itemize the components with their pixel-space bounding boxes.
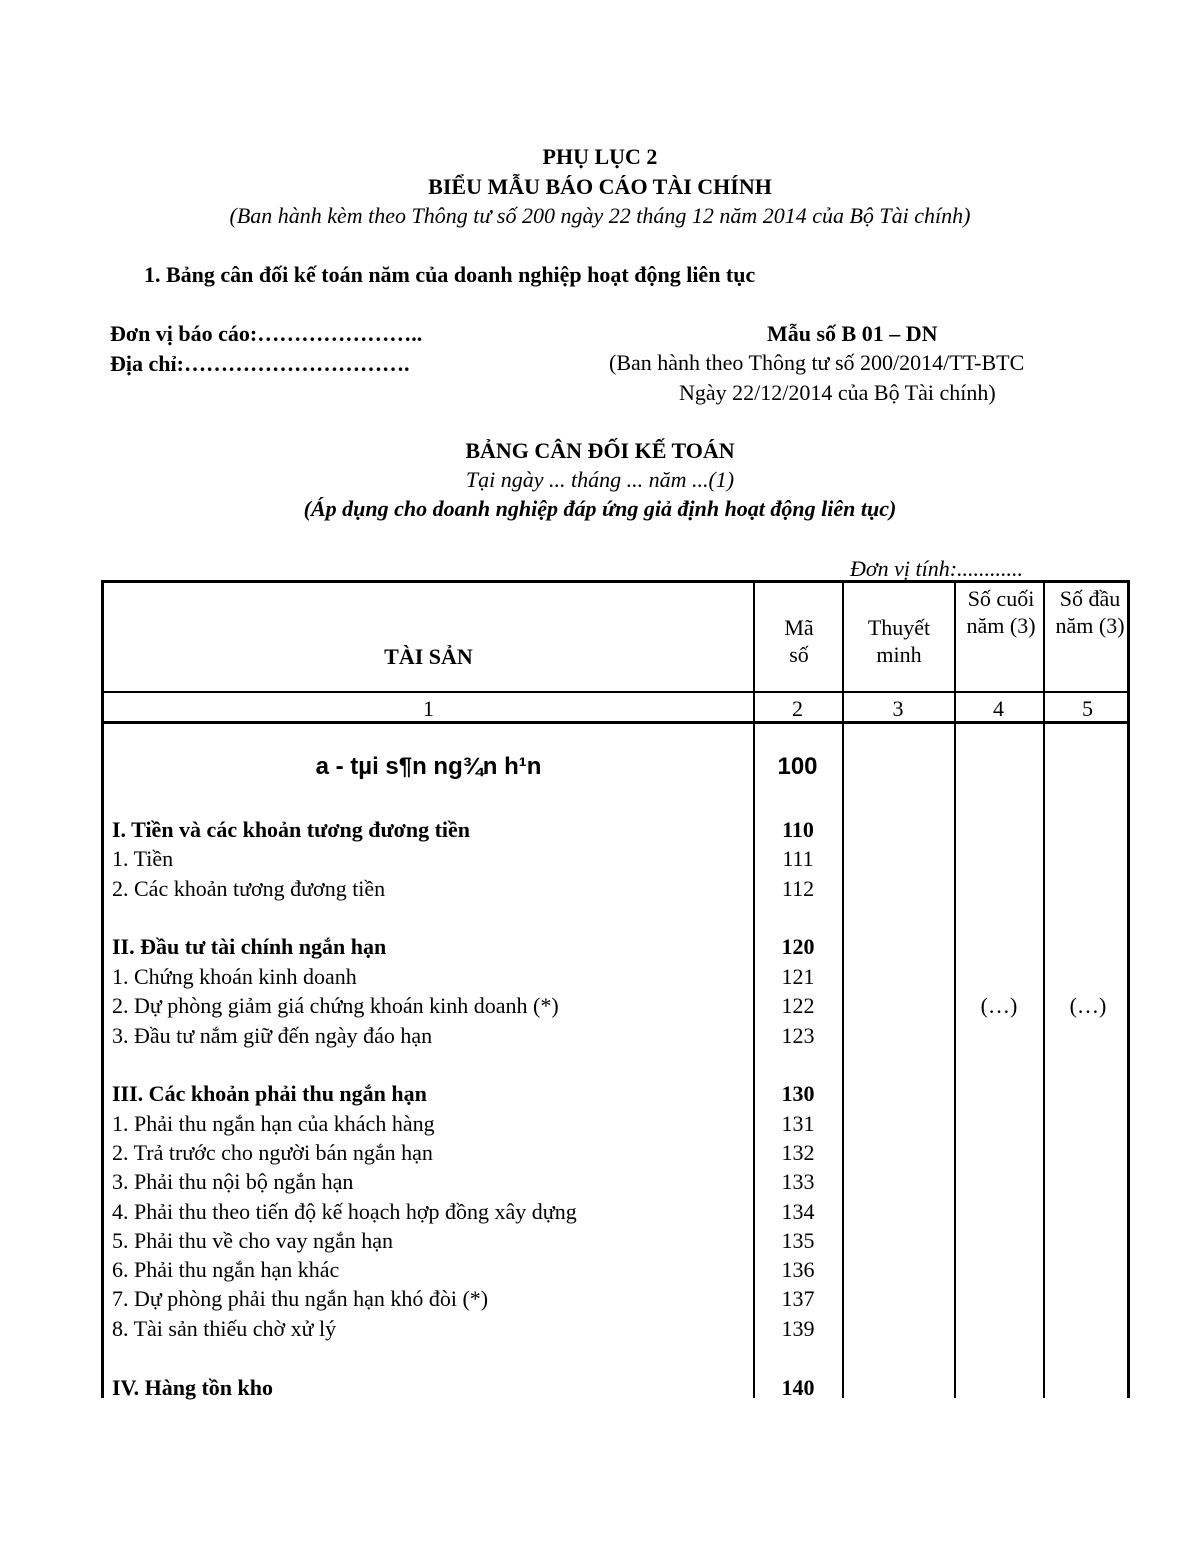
- row-code: 132: [781, 1140, 815, 1165]
- table-row: [104, 1226, 1133, 1255]
- row-code: 135: [781, 1228, 815, 1253]
- table-row: [104, 1314, 1133, 1343]
- section-a-code: 100: [777, 753, 818, 780]
- report-applies-note: (Áp dụng cho doanh nghiệp đáp ứng giả định hoạt động liên tục): [303, 496, 897, 521]
- table-row: [104, 962, 1133, 991]
- row-code: 122: [781, 993, 815, 1018]
- form-number: Mẫu số B 01 – DN: [767, 321, 938, 346]
- table-row: [104, 1197, 1133, 1226]
- table-row: [104, 1167, 1133, 1196]
- table-row: [104, 1021, 1133, 1050]
- column-number-4: 4: [993, 696, 1004, 721]
- document-title: BIỂU MẪU BÁO CÁO TÀI CHÍNH: [428, 174, 772, 199]
- table-row: [104, 1284, 1133, 1313]
- row-code: 139: [781, 1316, 815, 1341]
- table-row: [104, 815, 1133, 844]
- row-label: 1. Chứng khoán kinh doanh: [112, 964, 357, 989]
- table-row: [104, 1109, 1133, 1138]
- header-note: Thuyết minh: [867, 615, 931, 667]
- row-begin-year-value: (…): [1069, 993, 1107, 1018]
- table-row: [104, 1373, 1133, 1402]
- header-divider: [104, 691, 1127, 693]
- table-row: [104, 844, 1133, 873]
- row-label: 5. Phải thu về cho vay ngắn hạn: [112, 1228, 394, 1253]
- row-label: II. Đầu tư tài chính ngắn hạn: [112, 934, 387, 959]
- balance-sheet-table: [101, 580, 1130, 1398]
- row-label: 2. Các khoản tương đương tiền: [112, 876, 386, 901]
- row-label: 1. Phải thu ngắn hạn của khách hàng: [112, 1111, 435, 1136]
- row-label: IV. Hàng tồn kho: [112, 1375, 273, 1400]
- row-code: 120: [781, 934, 815, 959]
- table-row: [104, 1255, 1133, 1284]
- row-label: 2. Dự phòng giảm giá chứng khoán kinh doanh (*): [112, 993, 559, 1018]
- row-code: 130: [781, 1081, 815, 1106]
- form-issued-line-2: Ngày 22/12/2014 của Bộ Tài chính): [679, 380, 996, 405]
- header-assets: TÀI SẢN: [384, 644, 473, 669]
- row-label: 1. Tiền: [112, 846, 174, 871]
- table-row: [104, 1138, 1133, 1167]
- row-label: I. Tiền và các khoản tương đương tiền: [112, 817, 471, 842]
- issued-note: (Ban hành kèm theo Thông tư số 200 ngày 22 tháng 12 năm 2014 của Bộ Tài chính): [229, 203, 971, 228]
- header-begin-year: Số đầu năm (3): [1055, 586, 1125, 638]
- row-code: 137: [781, 1286, 815, 1311]
- currency-unit-label: Đơn vị tính:............: [850, 556, 1024, 581]
- row-label: 4. Phải thu theo tiến độ kế hoạch hợp đồng xây dựng: [112, 1199, 577, 1224]
- row-code: 140: [781, 1375, 815, 1400]
- row-code: 112: [781, 876, 815, 901]
- appendix-title: PHỤ LỤC 2: [542, 144, 658, 169]
- table-row: [104, 874, 1133, 903]
- column-number-3: 3: [892, 696, 904, 721]
- section-heading: 1. Bảng cân đối kế toán năm của doanh nghiệp hoạt động liên tục: [144, 262, 756, 287]
- row-label: 8. Tài sản thiếu chờ xử lý: [112, 1316, 337, 1341]
- row-label: 7. Dự phòng phải thu ngắn hạn khó đòi (*): [112, 1286, 489, 1311]
- report-date-line: Tại ngày ... tháng ... năm ...(1): [465, 467, 735, 492]
- row-code: 134: [781, 1199, 815, 1224]
- row-label: 3. Đầu tư nắm giữ đến ngày đáo hạn: [112, 1023, 433, 1048]
- report-title: BẢNG CÂN ĐỐI KẾ TOÁN: [465, 438, 735, 463]
- address-label: Địa chỉ:………………………….: [110, 351, 410, 376]
- row-label: 2. Trả trước cho người bán ngắn hạn: [112, 1140, 433, 1165]
- row-code: 121: [781, 964, 815, 989]
- row-code: 136: [781, 1257, 815, 1282]
- row-code: 123: [781, 1023, 815, 1048]
- row-code: 131: [781, 1111, 815, 1136]
- column-number-1: 1: [423, 696, 434, 721]
- row-label: 3. Phải thu nội bộ ngắn hạn: [112, 1169, 354, 1194]
- table-row: [104, 1079, 1133, 1108]
- header-end-year: Số cuối năm (3): [966, 586, 1036, 638]
- section-a-label: a - tµi s¶n ng¾n h¹n: [315, 753, 542, 780]
- row-end-year-value: (…): [980, 993, 1018, 1018]
- header-code: Mã số: [784, 615, 814, 667]
- form-issued-line-1: (Ban hành theo Thông tư số 200/2014/TT-BTC: [609, 350, 1025, 375]
- row-code: 133: [781, 1169, 815, 1194]
- row-label: III. Các khoản phải thu ngắn hạn: [112, 1081, 427, 1106]
- column-number-5: 5: [1082, 696, 1093, 721]
- row-code: 111: [782, 846, 814, 871]
- row-label: 6. Phải thu ngắn hạn khác: [112, 1257, 340, 1282]
- table-row: [104, 932, 1133, 961]
- column-number-2: 2: [792, 696, 803, 721]
- row-code: 110: [782, 817, 814, 842]
- table-row: [104, 991, 1133, 1020]
- reporting-unit-label: Đơn vị báo cáo:…………………..: [110, 321, 423, 346]
